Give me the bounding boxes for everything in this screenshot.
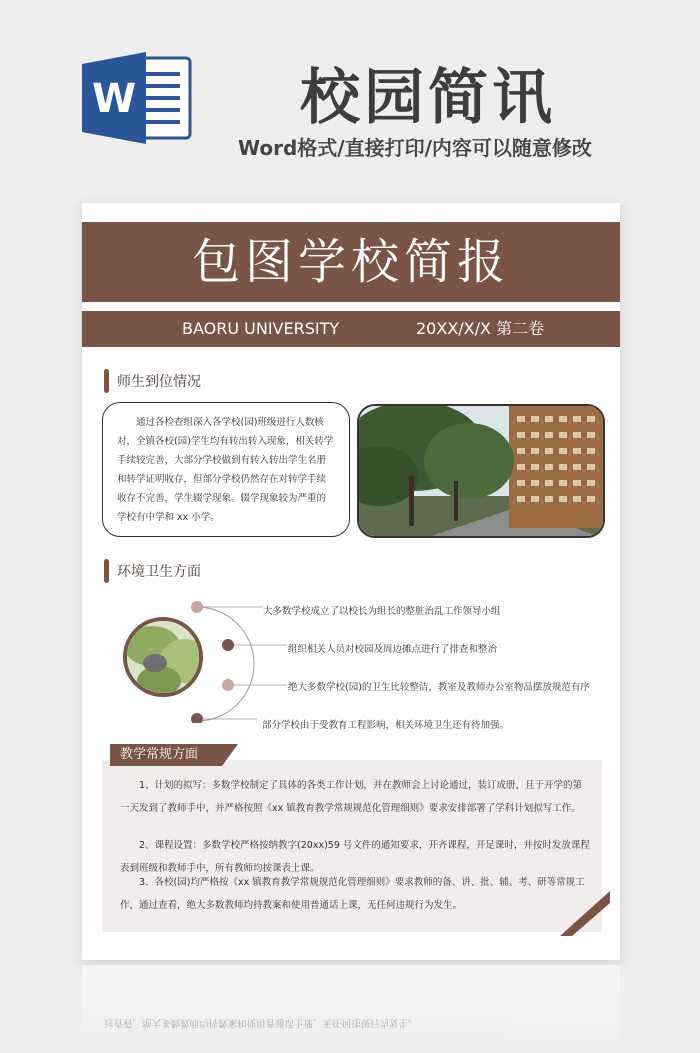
hygiene-item: 绝大多数学校(园)的卫生比较整洁，教室及教师办公室物品摆放规范有序 — [288, 682, 590, 693]
issue-date: 20XX/X/X 第二卷 — [416, 319, 545, 338]
page-title: 校园简讯 — [300, 63, 556, 133]
attendance-textbox — [102, 402, 350, 537]
timeline-dot — [222, 679, 234, 691]
section-heading-hygiene — [104, 559, 201, 583]
section-heading-text: 环境卫生方面 — [117, 564, 201, 580]
university-name: BAORU UNIVERSITY — [182, 319, 340, 338]
svg-text:W: W — [91, 76, 137, 122]
corner-decoration — [560, 891, 610, 936]
teaching-paragraph: 2、课程设置：多数学校严格按纳教字(20xx)59 号文件的通知要求，开齐课程，开足课时，并按时发放课程表到班级和教师手中，所有教师均按课表上课。 — [120, 840, 590, 874]
hygiene-item: 部分学校由于受教育工程影响，相关环境卫生还有待加强。 — [262, 720, 510, 731]
timeline-dot — [191, 713, 203, 723]
hygiene-item: 组织相关人员对校园及周边摊点进行了排查和整治 — [288, 644, 498, 655]
document-page — [82, 203, 620, 960]
teaching-paragraph: 3、各校(园)均严格按《xx 镇教育教学常规规范化管理细则》要求教师的备、讲、批、辅、考、研等常规工作，通过查看，绝大多数教师均持教案和使用普通话上课，无任何违规行为发生。 — [120, 877, 585, 911]
section-heading-attendance — [104, 369, 201, 393]
word-icon — [82, 50, 194, 146]
reflection-text: 过查看，绝大多数教师均持教案和使用普通话上课，无任何违规行为发生。 — [104, 1017, 418, 1028]
timeline-dot — [191, 601, 203, 613]
hygiene-photo — [123, 617, 203, 697]
info-bar — [82, 311, 620, 347]
hygiene-item: 大多数学校成立了以校长为组长的整脏治乱工作领导小组 — [263, 606, 501, 617]
teaching-section-body — [102, 760, 602, 932]
section-heading-text: 师生到位情况 — [117, 374, 201, 390]
campus-photo — [357, 404, 605, 538]
banner-title: 包图学校简报 — [82, 222, 620, 302]
page-subtitle: Word格式/直接打印/内容可以随意修改 — [238, 136, 592, 160]
attendance-text: 通过各检查组深入各学校(园)班级进行人数核对，全镇各校(园)学生均有转出转入现象，相关转学手续较完善，大部分学校做到有转入转出学生名册和转学证明收存，但部分学校仍然存在对转学手续收存不完善，学生辍学现象。辍学现象较为严重的学校有中学和 xx 小学。 — [117, 416, 334, 523]
page-reflection — [82, 965, 620, 1053]
heading-marker — [104, 369, 109, 393]
timeline-dot — [222, 639, 234, 651]
section-heading-teaching: 教学常规方面 — [120, 747, 199, 762]
heading-marker — [104, 559, 109, 583]
teaching-paragraph: 1、计划的拟写：多数学校制定了具体的各类工作计划，并在教师会上讨论通过，装订成册，且于开学的第一天发到了教师手中，并严格按照《xx 镇教育教学常规规范化管理细则》要求安排部署了学科计划拟写工作。 — [120, 780, 583, 814]
